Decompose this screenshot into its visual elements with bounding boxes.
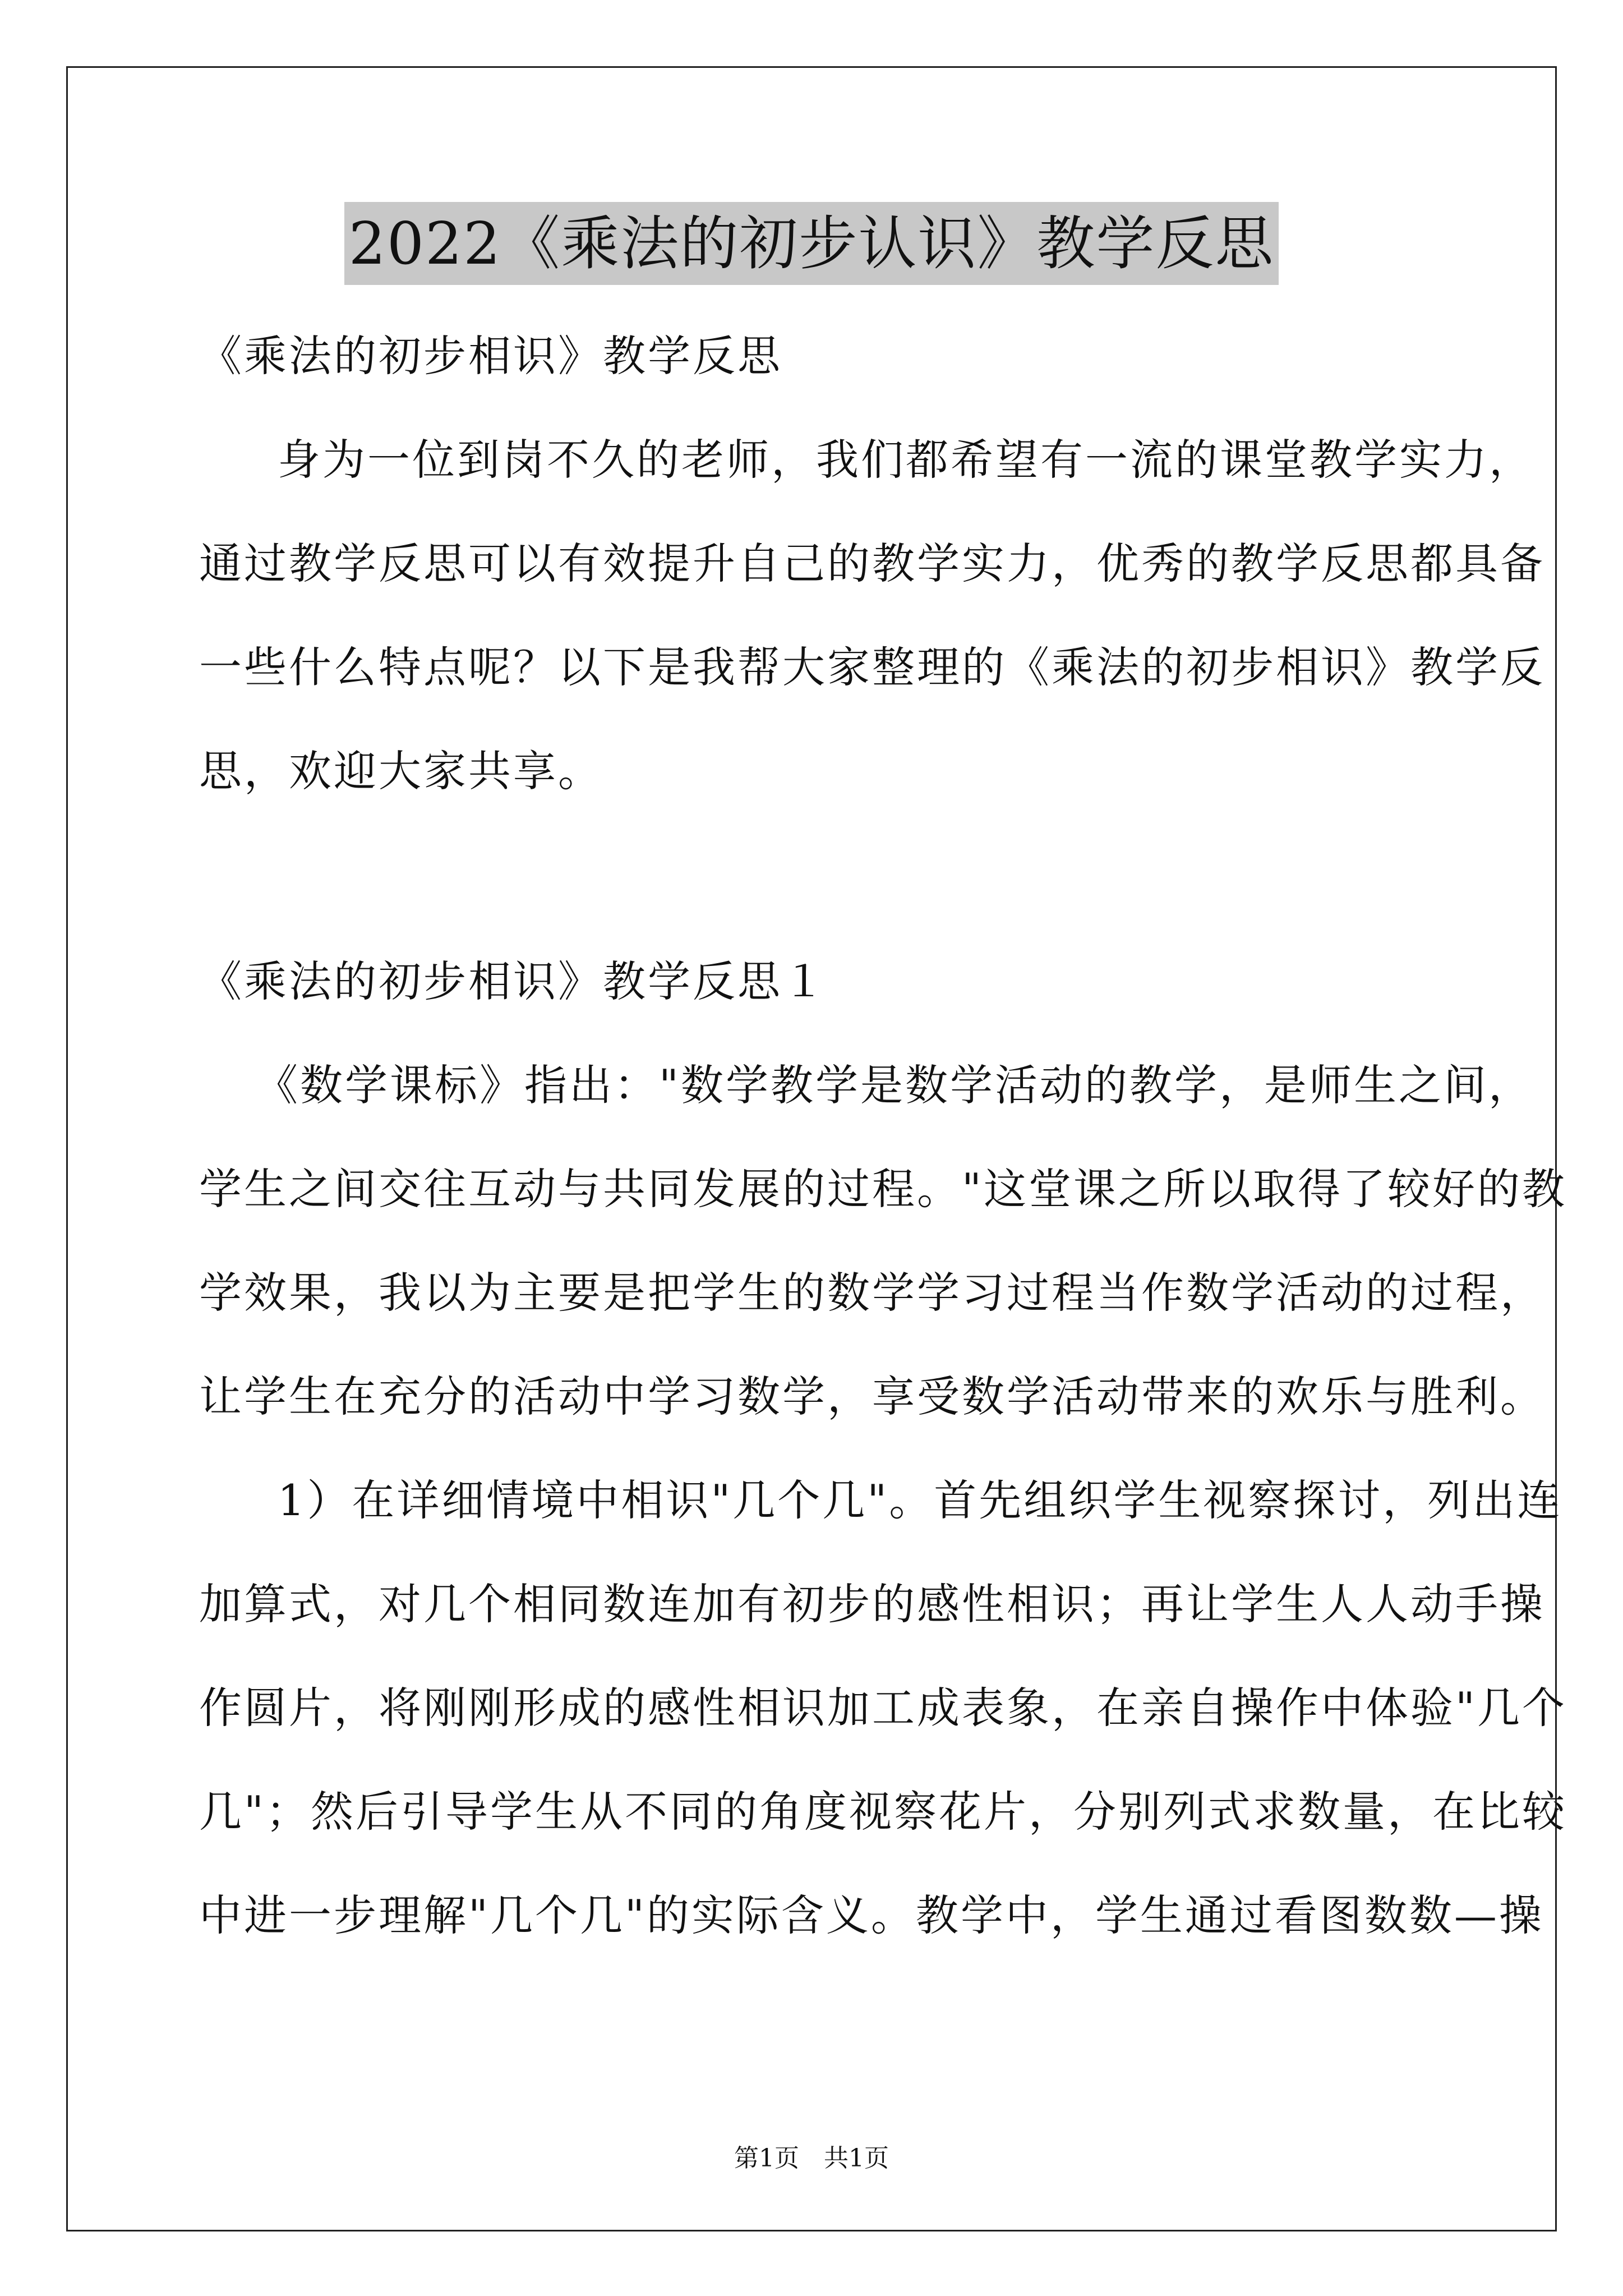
paragraph-line: 思，欢迎大家共享。 <box>199 746 603 796</box>
paragraph-line: 中进一步理解"几个几"的实际含义。教学中，学生通过看图数数—操 <box>199 1890 1544 1940</box>
paragraph-line: 《数学课标》指出："数学教学是数学活动的教学，是师生之间， <box>255 1060 1533 1110</box>
paragraph-line: 一些什么特点呢？以下是我帮大家整理的《乘法的初步相识》教学反 <box>199 642 1545 692</box>
document-title: 2022《乘法的初步认识》教学反思 <box>344 202 1279 285</box>
title-wrapper <box>0 202 1623 285</box>
section-heading: 《乘法的初步相识》教学反思１ <box>199 956 827 1006</box>
paragraph-line: 学效果，我以为主要是把学生的数学学习过程当作数学活动的过程， <box>199 1268 1545 1318</box>
paragraph-line: 让学生在充分的活动中学习数学，享受数学活动带来的欢乐与胜利。 <box>199 1372 1545 1421</box>
paragraph-line: 学生之间交往互动与共同发展的过程。"这堂课之所以取得了较好的教 <box>199 1164 1567 1214</box>
paragraph-line: 身为一位到岗不久的老师，我们都希望有一流的课堂教学实力， <box>278 435 1534 485</box>
section-heading: 《乘法的初步相识》教学反思 <box>199 331 782 381</box>
page-footer: 第1页 共1页 <box>734 2144 889 2173</box>
paragraph-line: 通过教学反思可以有效提升自己的教学实力，优秀的教学反思都具备 <box>199 539 1545 588</box>
paragraph-line: 几"；然后引导学生从不同的角度视察花片，分别列式求数量，在比较 <box>199 1787 1567 1837</box>
paragraph-line: 1）在详细情境中相识"几个几"。首先组织学生视察探讨，列出连 <box>278 1475 1562 1525</box>
paragraph-line: 加算式，对几个相同数连加有初步的感性相识；再让学生人人动手操 <box>199 1579 1545 1629</box>
paragraph-line: 作圆片，将刚刚形成的感性相识加工成表象，在亲自操作中体验"几个 <box>199 1683 1567 1733</box>
